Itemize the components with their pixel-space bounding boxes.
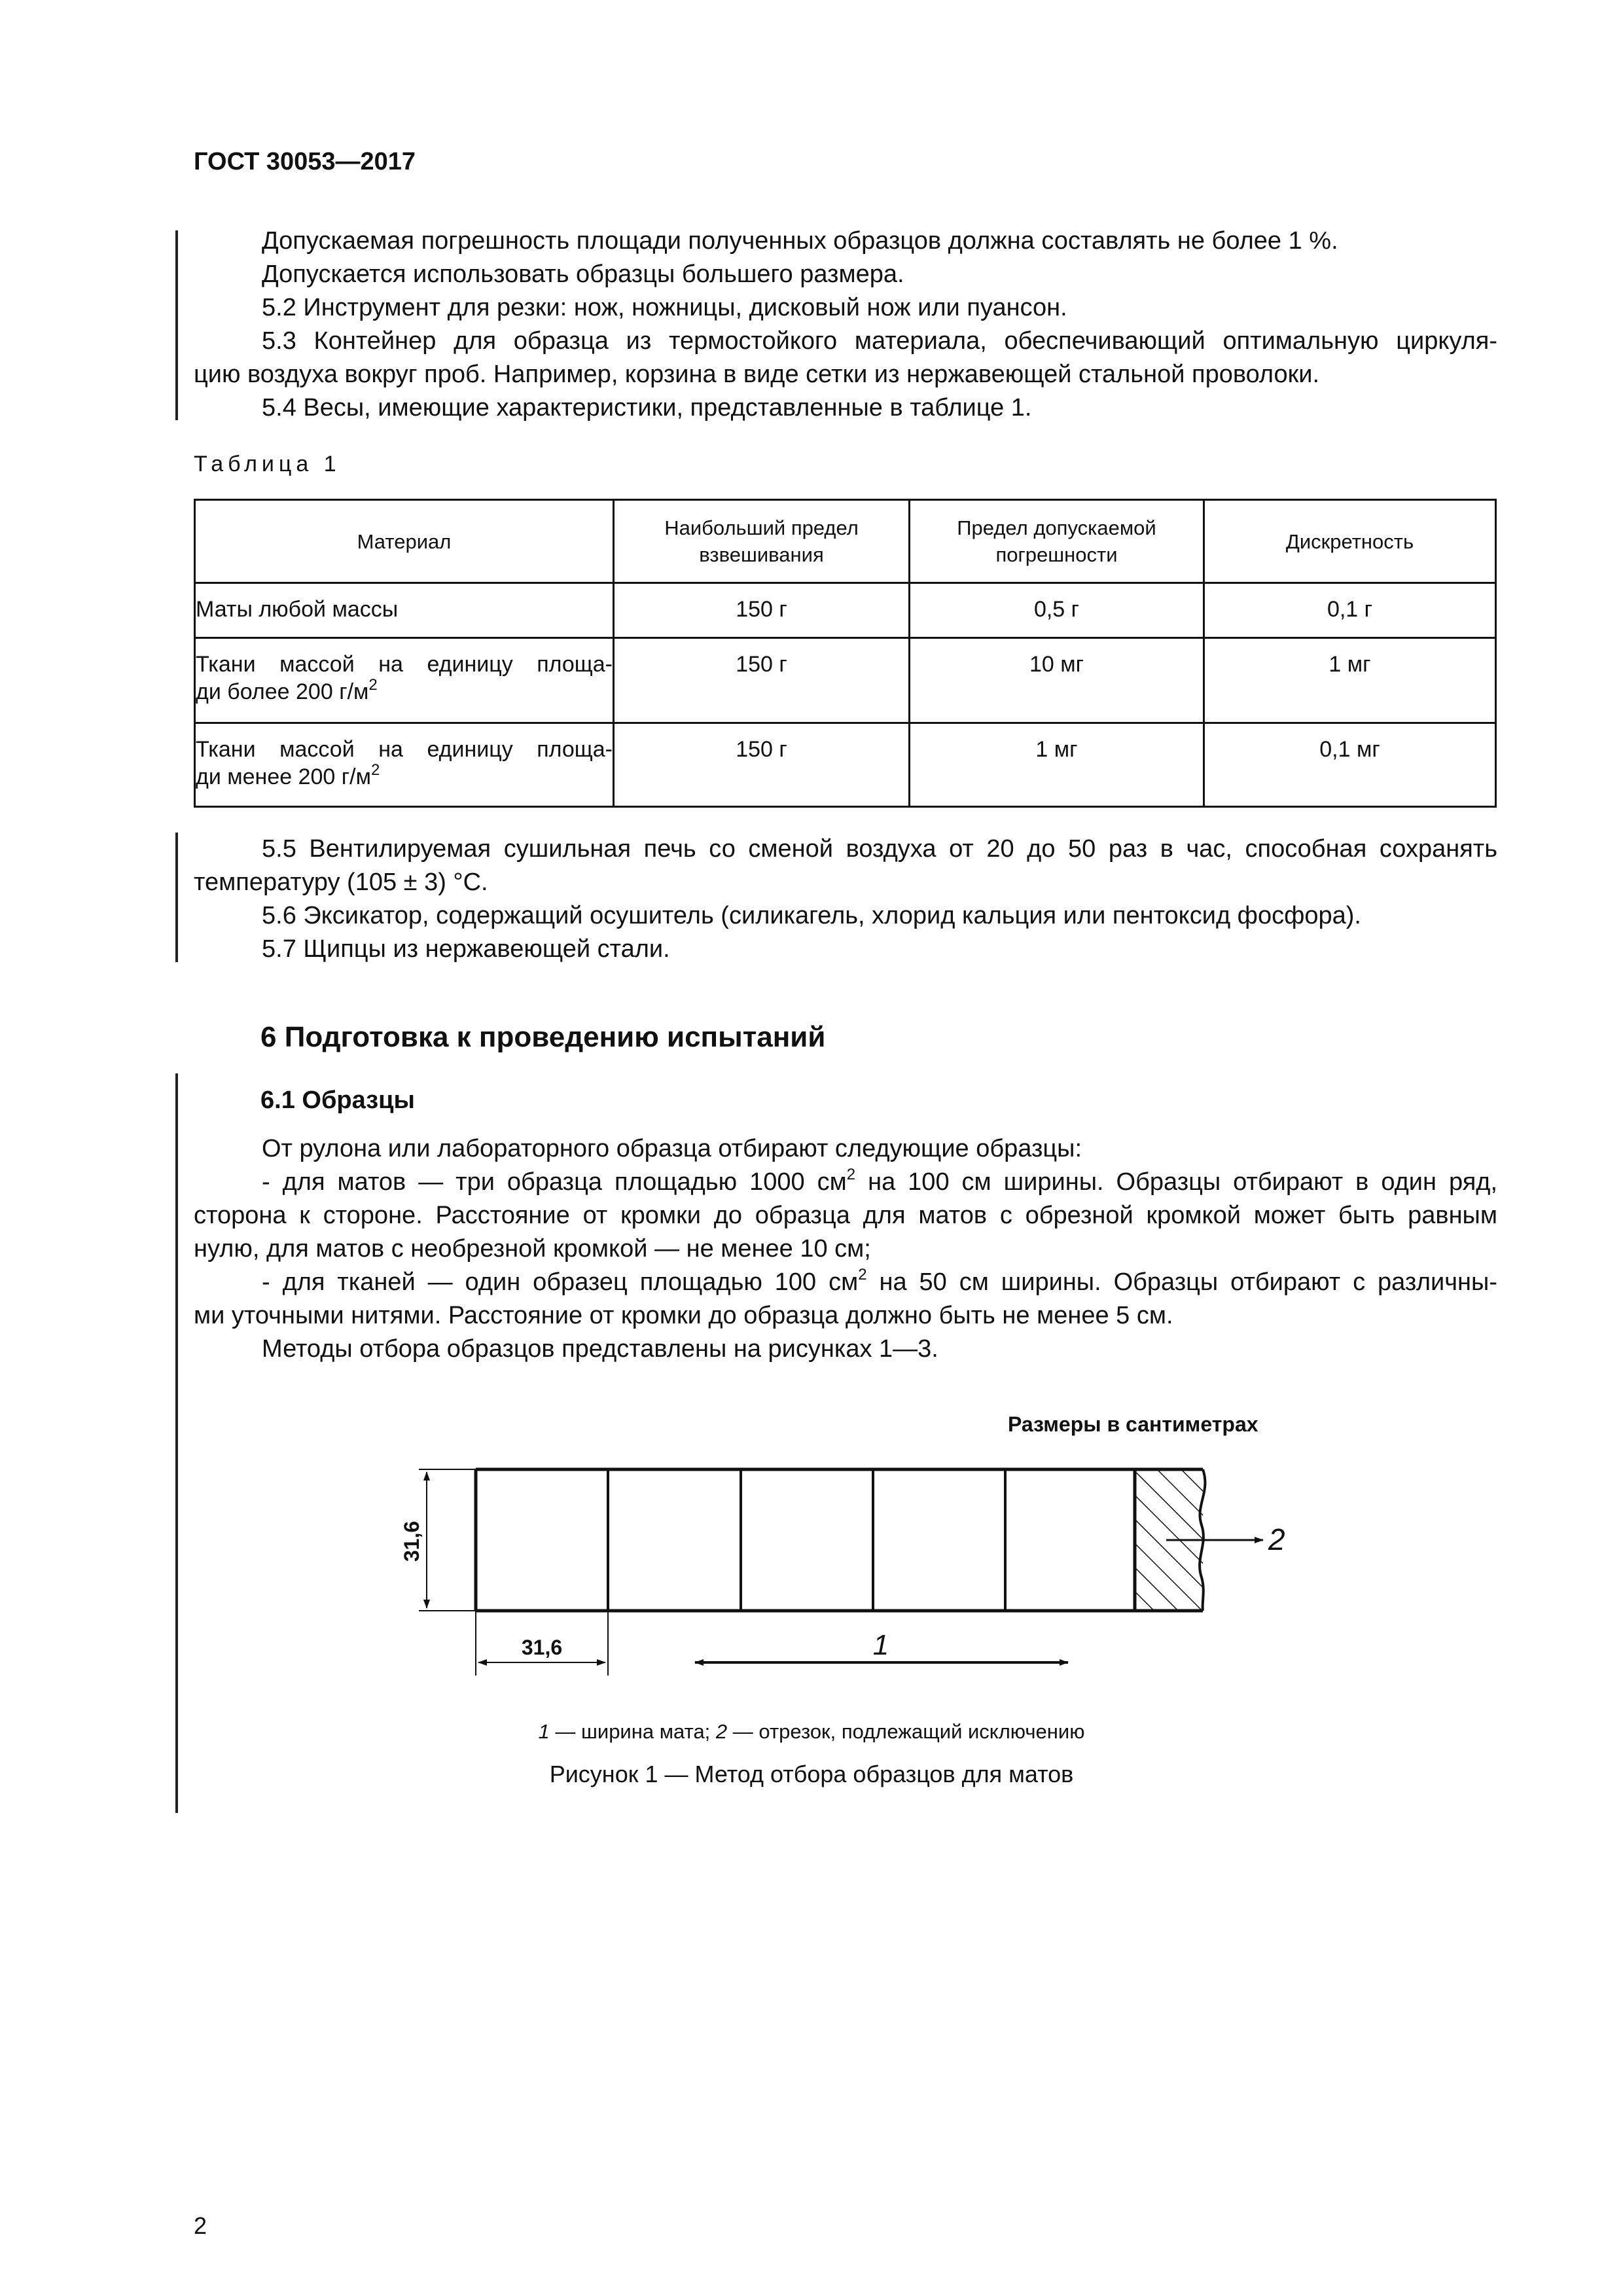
legend-number: 2: [715, 1720, 728, 1743]
header-line: взвешивания: [699, 543, 824, 566]
superscript: 2: [371, 761, 380, 779]
legend-text: — отрезок, подлежащий исключению: [727, 1720, 1085, 1743]
cell-max: 150 г: [614, 583, 910, 638]
text-line: цию воздуха вокруг проб. Например, корзина в виде сетки из нержавеющей стальной проволоки.: [194, 361, 1320, 388]
header-discreteness: Дискретность: [1204, 500, 1496, 583]
cell-max: 150 г: [614, 723, 910, 807]
section-heading: 6 Подготовка к проведению испытаний: [260, 1021, 826, 1053]
table-caption: Таблица 1: [194, 452, 341, 476]
page-number: 2: [194, 2212, 207, 2239]
text-line: 5.4 Весы, имеющие характеристики, представленные в таблице 1.: [262, 394, 1032, 422]
header-line: Предел допускаемой: [957, 516, 1156, 539]
cell-discreteness: 1 мг: [1204, 638, 1496, 723]
text-line: Допускаемая погрешность площади полученных образцов должна составлять не более 1 %.: [262, 227, 1338, 255]
text-line: температуру (105 ± 3) °С.: [194, 869, 488, 896]
cell-discreteness: 0,1 г: [1204, 583, 1496, 638]
cell-line: Ткани массой на единицу площа-: [196, 652, 613, 677]
superscript: 2: [368, 675, 378, 694]
text-line: От рулона или лабораторного образца отбирают следующие образцы:: [262, 1135, 1082, 1162]
text-line: 5.3 Контейнер для образца из термостойкого материала, обеспечивающий оптимальную циркуля-: [262, 327, 1497, 355]
legend-number: 1: [538, 1720, 550, 1743]
cell-text: ди более 200 г/м: [196, 679, 369, 704]
subsection-heading: 6.1 Образцы: [260, 1086, 415, 1114]
text-line: 5.2 Инструмент для резки: нож, ножницы, дисковый нож или пуансон.: [262, 294, 1067, 321]
cell-line: Ткани массой на единицу площа-: [196, 737, 613, 762]
header-line: Наибольший предел: [664, 516, 859, 539]
cell-max: 150 г: [614, 638, 910, 723]
label-1: 1: [872, 1629, 889, 1661]
header-material: Материал: [195, 500, 614, 583]
text-line: нулю, для матов с необрезной кромкой — не менее 10 см;: [194, 1235, 871, 1263]
text-span: на 100 см ширины. Образцы отбирают в один ряд,: [855, 1168, 1498, 1196]
header-line: погрешности: [995, 543, 1118, 566]
text-line: 5.6 Эксикатор, содержащий осушитель (силикагель, хлорид кальция или пентоксид фосфора).: [262, 902, 1361, 929]
vertical-dimension-label: 31,6: [400, 1520, 423, 1562]
cell-material: Маты любой массы: [195, 583, 614, 638]
cell-error: 10 мг: [910, 638, 1204, 723]
text-line: ми уточными нитями. Расстояние от кромки до образца должно быть не менее 5 см.: [194, 1302, 1173, 1329]
cell-error: 1 мг: [910, 723, 1204, 807]
figure-legend: [0, 1720, 1623, 1744]
label-2: 2: [1268, 1522, 1285, 1556]
superscript: 2: [858, 1266, 867, 1284]
superscript: 2: [846, 1166, 856, 1184]
text-span: - для тканей — один образец площадью 100 см: [262, 1268, 859, 1296]
horizontal-dimension-label: 31,6: [521, 1636, 563, 1659]
cell-text: ди менее 200 г/м: [196, 764, 371, 789]
cell-discreteness: 0,1 мг: [1204, 723, 1496, 807]
text-line: Методы отбора образцов представлены на рисунках 1—3.: [262, 1335, 938, 1363]
text-line: 5.5 Вентилируемая сушильная печь со сменой воздуха от 20 до 50 раз в час, способная сохранять: [262, 835, 1497, 863]
cell-error: 0,5 г: [910, 583, 1204, 638]
dimensions-note: Размеры в сантиметрах: [1008, 1412, 1258, 1436]
legend-text: — ширина мата;: [549, 1720, 716, 1743]
text-line: Допускается использовать образцы большего размера.: [262, 260, 904, 288]
document-id: ГОСТ 30053—2017: [194, 148, 416, 175]
text-span: - для матов — три образца площадью 1000 см: [262, 1168, 847, 1196]
text-line: 5.7 Щипцы из нержавеющей стали.: [262, 935, 670, 963]
figure-caption: Рисунок 1 — Метод отбора образцов для матов: [549, 1761, 1074, 1787]
text-line: сторона к стороне. Расстояние от кромки до образца для матов с обрезной кромкой может быть равным: [194, 1202, 1497, 1229]
text-span: на 50 см ширины. Образцы отбирают с различны-: [866, 1268, 1497, 1296]
